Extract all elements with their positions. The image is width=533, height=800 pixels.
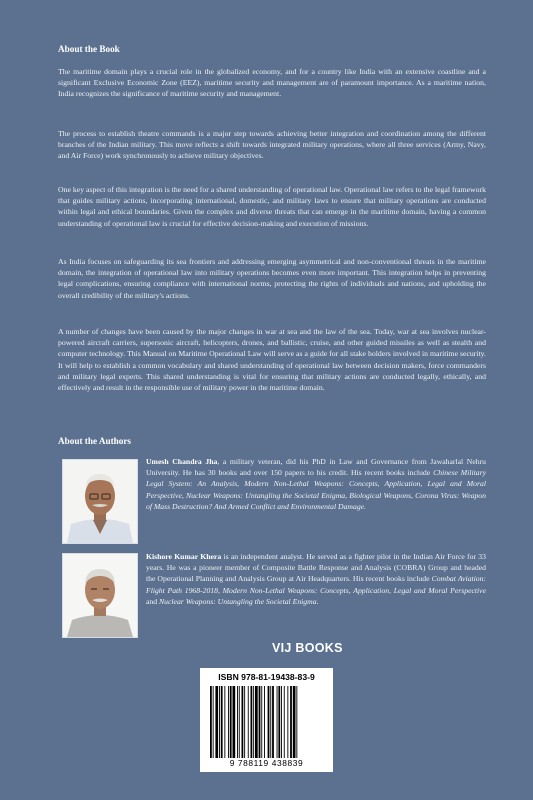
- barcode-bar: [215, 686, 218, 758]
- about-book-heading: About the Book: [58, 44, 120, 54]
- barcode-bar: [248, 686, 249, 758]
- barcode-bar: [272, 686, 274, 758]
- author-books-list-2: Nuclear Weapons: Untangling the Societal Enigma: [159, 596, 317, 606]
- author-bio-kishore: [146, 551, 486, 607]
- barcode-bar: [293, 686, 296, 758]
- barcode-bar: [230, 686, 232, 758]
- about-authors-heading: About the Authors: [58, 436, 132, 446]
- barcode-bar: [264, 686, 265, 758]
- author-name: Kishore Kumar Khera: [146, 552, 222, 561]
- barcode-bar: [277, 686, 278, 758]
- barcode-bar: [228, 686, 229, 758]
- barcode-bar: [253, 686, 254, 758]
- barcode-bar: [239, 686, 240, 758]
- author-books-list: Chinese Military Legal System: An Analysis, Modern Non-Lethal Weapons: Concepts, Application, Legal and Moral Perspective, Nuclear Weapons: Untangling the Societal Enigma, Biological Weapons, Corona Virus: Weapon of Mass Destruction? And Armed Conflict and Environmental Damage.: [146, 468, 486, 511]
- barcode-bar: [244, 686, 245, 758]
- author-portrait-image: [63, 460, 137, 543]
- barcode-bar: [281, 686, 282, 758]
- barcode-bar: [278, 686, 280, 758]
- barcode-bar: [242, 686, 244, 758]
- isbn-barcode-block: [200, 668, 333, 772]
- barcode-bar: [224, 686, 225, 758]
- barcode-bar: [270, 686, 271, 758]
- barcode-bar: [213, 686, 214, 758]
- barcode-bar: [255, 686, 258, 758]
- barcode-image: [210, 686, 326, 758]
- barcode-bar: [287, 686, 288, 758]
- barcode-bar: [221, 686, 223, 758]
- barcode-bar: [268, 686, 270, 758]
- barcode-bar: [210, 686, 212, 758]
- book-paragraph-4: As India focuses on safeguarding its sea frontiers and addressing emerging asymmetrical and non-conventional threats in the maritime domain, the integration of operational law into military operations becomes even more important. This integration helps in preventing legal complications, ensuring compliance with international norms, protecting the rights of individuals and nations, and upholding the overall credibility of the military's actions.: [58, 257, 486, 300]
- author-books-list: Combat Aviation: Flight Path 1968-2018, Modern Non-Lethal Weapons: Concepts, Application, Legal and Moral Perspective: [146, 574, 486, 595]
- author-bio-text: is an independent analyst. He served as a fighter pilot in the Indian Air Force for 33 years. He was a pioneer member of Composite Battle Response and Analysis (COBRA) Group and headed the Operational Planning and Analysis Group at Air Headquarters. His recent books include: [146, 552, 486, 584]
- author-photo-kishore: [62, 553, 138, 638]
- barcode-bar: [290, 686, 292, 758]
- book-paragraph-2: The process to establish theatre commands is a major step towards achieving better integration and coordination among the different branches of the Indian military. This move reflects a shift towards integrated military operations, where all three services (Army, Navy, and Air Force) work synchronously to achieve military objectives.: [58, 129, 486, 161]
- barcode-bar: [261, 686, 262, 758]
- barcode-bar: [219, 686, 220, 758]
- isbn-label: ISBN 978-81-19438-83-9: [218, 672, 315, 682]
- book-paragraph-3: One key aspect of this integration is the need for a shared understanding of operational law. Operational law refers to the legal framework that guides military actions, incorporating international, domestic, and military laws to ensure that military operations are conducted within legal and ethical boundaries. Given the complex and diverse threats that can emerge in the maritime domain, having a common understanding of operational law is crucial for effective decision-making and execution of missions.: [58, 185, 486, 228]
- author-bio-joiner: and: [146, 596, 160, 606]
- author-photo-umesh: [62, 459, 138, 544]
- publisher-logo: VIJ BOOKS: [272, 641, 343, 655]
- author-bio-text: , a military veteran, did his PhD in Law and Governance from Jawaharlal Nehru University. He has 30 books and over 150 papers to his credit. His recent books include: [146, 457, 487, 478]
- author-bio-umesh: [146, 456, 486, 512]
- barcode-bar: [296, 686, 297, 758]
- author-bio-end: .: [316, 596, 319, 606]
- barcode-bar: [237, 686, 238, 758]
- barcode-bar: [259, 686, 261, 758]
- barcode-bar: [284, 686, 285, 758]
- book-paragraph-5: A number of changes have been caused by the major changes in war at sea and the law of the sea. Today, war at sea involves nuclear-powered aircraft carriers, supersonic aircraft, helicopters, drones, and ballistic, cruise, and other guided missiles as well as stealth and computer technology. This Manual on Maritime Operational Law will serve as a guide for all stake holders involved in maritime security. It will help to establish a common vocabulary and shared understanding of operational law between decision makers, force commanders and military legal experts. This shared understanding is vital for ensuring that military actions are conducted legally, ethically, and effectively and result in the responsible use of military power in the maritime domain.: [58, 327, 486, 393]
- author-name: Umesh Chandra Jha: [146, 457, 218, 466]
- author-portrait-image: [63, 554, 137, 637]
- barcode-bar: [251, 686, 253, 758]
- book-paragraph-1: The maritime domain plays a crucial role in the globalized economy, and for a country like India with an extensive coastline and a significant Exclusive Economic Zone (EEZ), maritime security and management are of paramount importance. As a maritime nation, India recognizes the significance of maritime security and management.: [58, 67, 486, 99]
- barcode-bar: [233, 686, 236, 758]
- isbn-digits: 9 788119 438839: [229, 758, 304, 768]
